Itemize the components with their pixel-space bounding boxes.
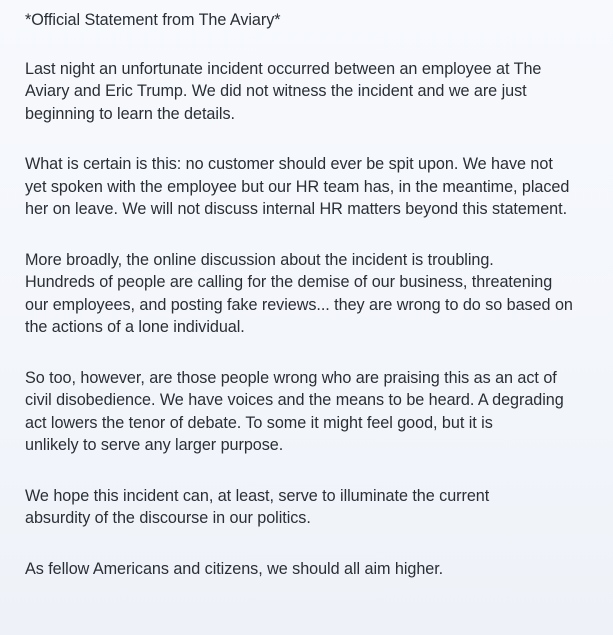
paragraph-line: What is certain is this: no customer should ever be spit upon. We have not [25,155,553,173]
paragraph-line: Hundreds of people are calling for the demise of our business, threatening [25,273,553,291]
paragraph-line: yet spoken with the employee but our HR team has, in the meantime, placed [25,177,570,196]
paragraph-line: beginning to learn the details. [25,104,235,123]
paragraph-line: unlikely to serve any larger purpose. [25,436,284,454]
paragraph-line: her on leave. We will not discuss internal HR matters beyond this statement. [25,200,568,218]
paragraph-civil-disobedience [25,367,603,457]
paragraph-certain [25,153,603,221]
paragraph-line: the actions of a lone individual. [25,318,245,336]
statement-title [25,9,603,32]
title-text: *Official Statement from The Aviary* [25,11,281,29]
paragraph-online-discussion [25,249,603,339]
paragraph-aim-higher [25,558,603,581]
paragraph-line: Aviary and Eric Trump. We did not witness the incident and we are just [25,82,527,100]
paragraph-line: civil disobedience. We have voices and the means to be heard. A degrading [25,391,564,409]
paragraph-line: Last night an unfortunate incident occurred between an employee at The [25,59,542,78]
paragraph-line: act lowers the tenor of debate. To some it might feel good, but it is [25,413,493,432]
paragraph-hope [25,485,603,530]
paragraph-incident [25,58,603,126]
paragraph-line: So too, however, are those people wrong who are praising this as an act of [25,368,557,387]
paragraph-line: absurdity of the discourse in our politics. [25,509,311,527]
paragraph-line: our employees, and posting fake reviews... they are wrong to do so based on [25,295,573,314]
paragraph-line: As fellow Americans and citizens, we should all aim higher. [25,559,444,578]
paragraph-line: More broadly, the online discussion about the incident is troubling. [25,250,494,269]
paragraph-line: We hope this incident can, at least, serve to illuminate the current [25,486,490,505]
